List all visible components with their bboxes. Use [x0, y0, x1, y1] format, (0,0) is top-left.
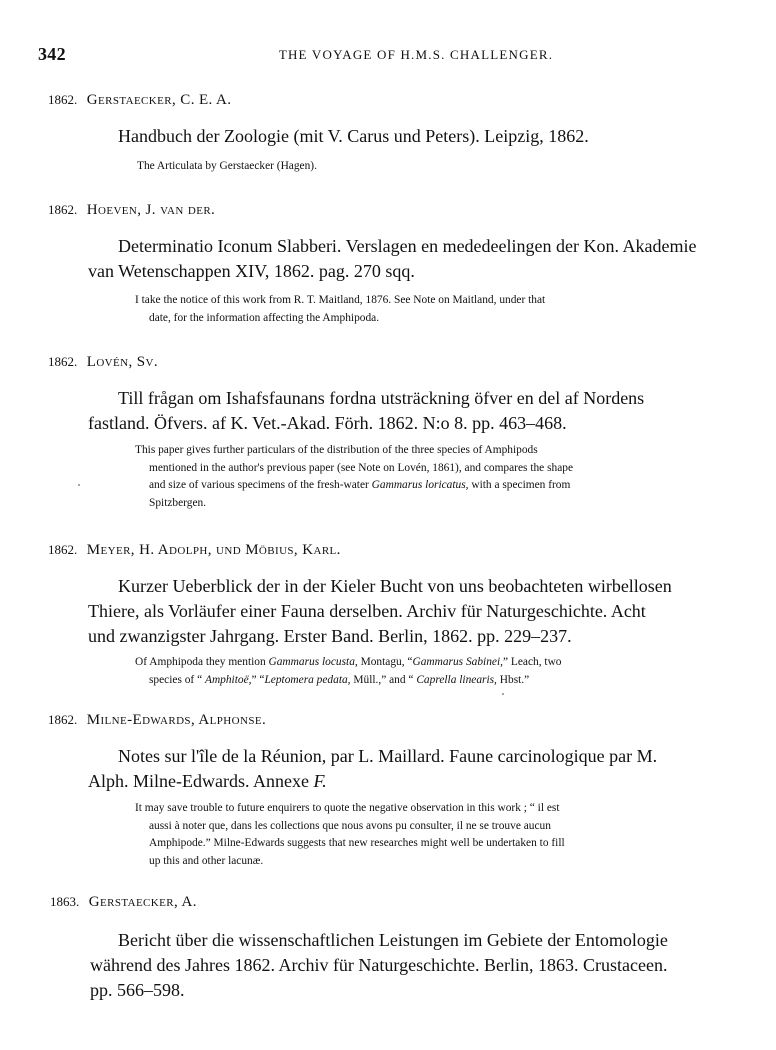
entry-year: 1862. [48, 92, 78, 107]
title-line: und zwanzigster Jahrgang. Erster Band. Berlin, 1862. pp. 229–237. [88, 626, 572, 646]
title-line: Determinatio Iconum Slabberi. Verslagen en mededeelingen der Kon. Akademie [118, 236, 697, 256]
entry-note [135, 442, 735, 512]
entry-author: Lovén, Sv. [86, 354, 158, 370]
species-name: Amphitoë, [204, 673, 252, 686]
entry-year: 1862. [48, 712, 78, 727]
entry-heading [48, 202, 215, 219]
note-line: mentioned in the author's previous paper (see Note on Lovén, 1861), and compares the shape [149, 461, 574, 474]
page-number: 342 [38, 44, 66, 64]
title-line: van Wetenschappen XIV, 1862. pag. 270 sqq. [88, 261, 415, 281]
entry-heading [48, 92, 231, 109]
entry-author: Gerstaecker, A. [88, 894, 197, 910]
title-line: während des Jahres 1862. Archiv für Naturgeschichte. Berlin, 1863. Crustaceen. [90, 955, 668, 975]
species-name: Gammarus loricatus, [371, 479, 469, 491]
species-name: Caprella linearis, [416, 673, 497, 686]
note-line: It may save trouble to future enquirers to quote the negative observation in this work ; “ il est [135, 802, 560, 814]
note-text: ” “ [251, 673, 265, 686]
entry-year: 1862. [48, 354, 78, 369]
species-name: Leptomera pedata, [264, 673, 351, 686]
species-name: Gammarus Sabinei, [412, 656, 503, 668]
note-text: Of Amphipoda they mention [135, 656, 269, 668]
running-header [38, 44, 738, 68]
note-line: up this and other lacunæ. [149, 854, 264, 867]
print-speck [502, 693, 504, 695]
note-text: and size of various specimens of the fresh-water [149, 479, 372, 491]
note-line: Amphipode.” Milne-Edwards suggests that new researches might well be undertaken to fill [149, 837, 565, 849]
title-line: pp. 566–598. [90, 980, 185, 1000]
title-line: Till frågan om Ishafsfaunans fordna utsträckning öfver en del af Nordens [118, 388, 645, 408]
entry-author: Meyer, H. Adolph, und Möbius, Karl. [86, 542, 341, 558]
entry-author: Milne-Edwards, Alphonse. [86, 712, 267, 728]
title-line [88, 769, 728, 794]
note-line: date, for the information affecting the Amphipoda. [149, 311, 380, 324]
entry-heading [50, 894, 197, 911]
note-text: with a specimen from [468, 479, 571, 491]
entry-author: Hoeven, J. van der. [86, 202, 216, 218]
note-line: The Articulata by Gerstaecker (Hagen). [137, 160, 317, 172]
note-line: aussi à noter que, dans les collections que nous avons pu consulter, il ne se trouve aucun [149, 819, 551, 832]
running-title: THE VOYAGE OF H.M.S. CHALLENGER. [278, 47, 554, 62]
note-line: Spitzbergen. [149, 496, 207, 509]
entry-heading [48, 354, 158, 371]
entry-title [88, 574, 728, 649]
entry-heading [48, 712, 266, 729]
note-text: species of “ [149, 673, 205, 686]
note-line [135, 654, 735, 672]
note-line [135, 477, 735, 495]
entry-year: 1862. [48, 542, 78, 557]
entry-heading [48, 542, 341, 559]
annex-letter: F. [313, 771, 327, 791]
note-text: ” Leach, two [502, 656, 562, 668]
entry-year: 1862. [48, 202, 78, 217]
entry-note [137, 158, 697, 176]
species-name: Gammarus locusta, [268, 656, 358, 668]
print-speck [78, 484, 80, 486]
note-text: Hbst.” [496, 673, 530, 686]
note-text: Montagu, “ [357, 656, 413, 668]
entry-title [88, 744, 728, 794]
note-line [135, 672, 735, 690]
title-line: Handbuch der Zoologie (mit V. Carus und Peters). Leipzig, 1862. [118, 126, 589, 146]
title-line: fastland. Öfvers. af K. Vet.-Akad. Förh. 1862. N:o 8. pp. 463–468. [88, 413, 567, 433]
title-line: Kurzer Ueberblick der in der Kieler Bucht von uns beobachteten wirbellosen [118, 576, 672, 596]
entry-title [118, 124, 678, 149]
title-line: Notes sur l'île de la Réunion, par L. Maillard. Faune carcinologique par M. [118, 746, 658, 766]
title-line: Bericht über die wissenschaftlichen Leistungen im Gebiete der Entomologie [118, 930, 668, 950]
entry-title [88, 234, 728, 284]
note-line: This paper gives further particulars of the distribution of the three species of Amphipods [135, 444, 538, 456]
entry-author: Gerstaecker, C. E. A. [86, 92, 232, 108]
title-line: Thiere, als Vorläufer einer Fauna derselben. Archiv für Naturgeschichte. Acht [88, 601, 646, 621]
note-text: Müll.,” and “ [350, 673, 417, 686]
entry-title [90, 928, 730, 1003]
title-text: Alph. Milne-Edwards. Annexe [88, 771, 314, 791]
entry-note [135, 654, 735, 689]
entry-note [135, 292, 735, 327]
note-line: I take the notice of this work from R. T. Maitland, 1876. See Note on Maitland, under that [135, 294, 546, 306]
entry-title [88, 386, 728, 436]
entry-year: 1863. [50, 894, 80, 909]
entry-note [135, 800, 735, 870]
